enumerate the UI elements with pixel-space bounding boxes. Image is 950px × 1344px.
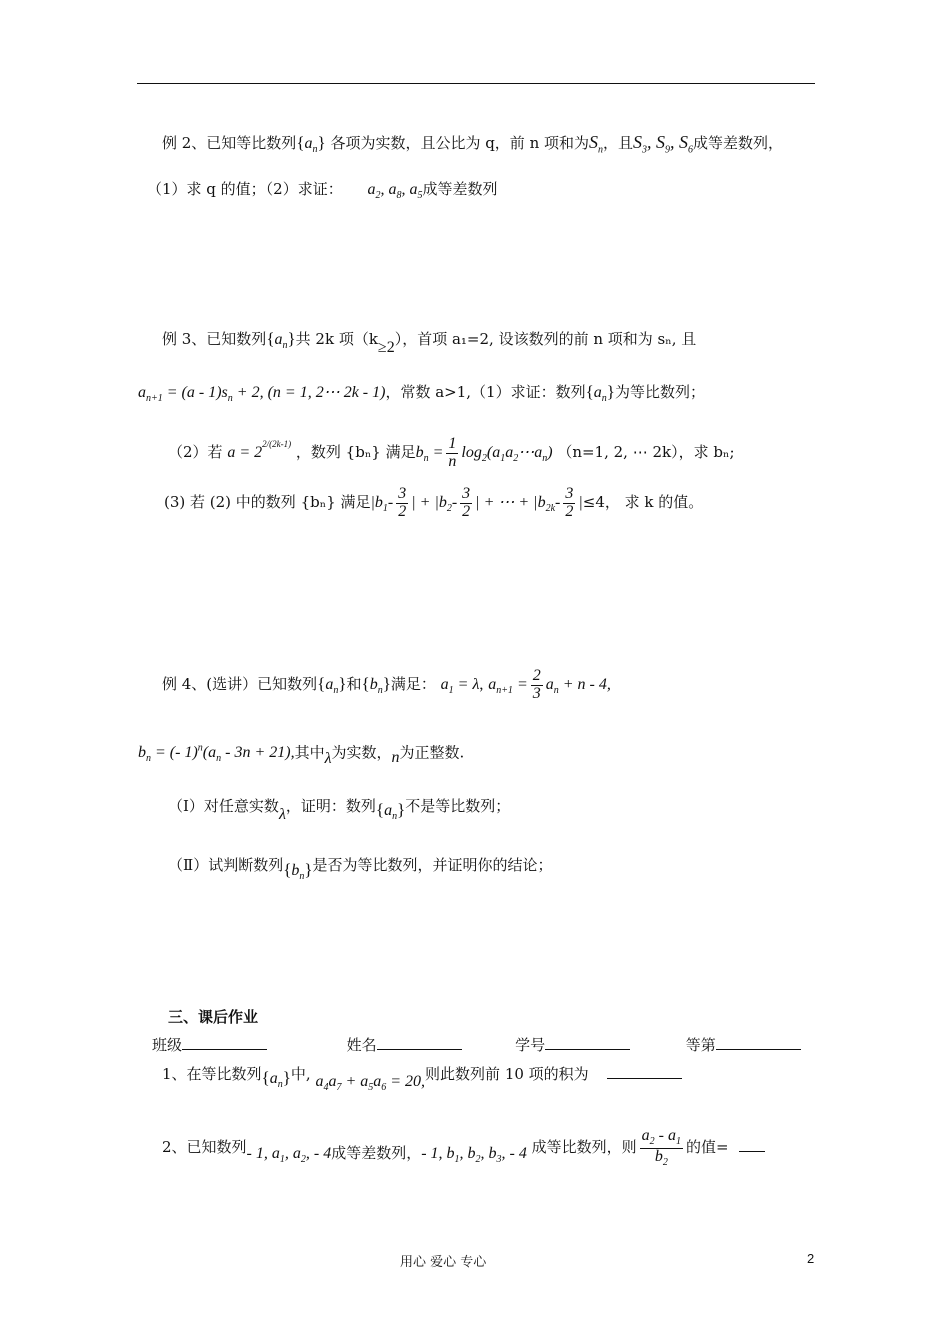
ex4-text: 为正整数. xyxy=(399,743,465,762)
header-rule xyxy=(137,83,815,84)
ex2-text: （1）求 q 的值；（2）求证： xyxy=(147,180,343,198)
math-a2a8a5: $a_2$, $a_8$, $a_5$ xyxy=(367,181,423,202)
ex4-line2 xyxy=(138,743,465,768)
hw-text: 成等比数列，则 xyxy=(531,1138,637,1157)
ex3-text: 为等比数列； xyxy=(614,383,705,401)
math-q2-frac: $\frac{a_2 - a_1}{b_2}$ xyxy=(641,1127,681,1168)
footer-motto: 用心 爱心 专心 xyxy=(400,1255,487,1270)
math-q1-eq: $a_4a_7 + a_5a_6 = 20$, xyxy=(315,1073,426,1094)
hw-q1 xyxy=(162,1064,682,1094)
ex3-text: 例 3、已知数列 xyxy=(162,330,267,348)
ex4-text: 满足： xyxy=(390,674,436,693)
math-bn-def: $b_n$ = (- $1)^n(a_n - 3n + 21)$, xyxy=(138,743,295,765)
math-seq-an: $\{a_n\}$ xyxy=(296,133,326,156)
q1-answer-field[interactable] xyxy=(607,1064,682,1079)
hw-text: 1、在等比数列 xyxy=(162,1065,262,1083)
ex4-text: 其中 xyxy=(294,743,325,762)
homework-heading: 三、课后作业 xyxy=(168,1008,259,1026)
ex4-text: ，证明：数列 xyxy=(285,797,376,815)
ex3-text: (3) 若 (2) 中的数列 {bₙ} 满足 xyxy=(164,492,371,511)
ex4-text: （Ⅱ）试判断数列 xyxy=(168,856,284,874)
ex3-line3 xyxy=(168,436,735,471)
name-field[interactable] xyxy=(377,1035,462,1050)
ex2-text: 各项为实数，且公比为 q，前 n 项和为 xyxy=(330,134,590,152)
q2-answer-field[interactable] xyxy=(739,1137,765,1152)
math-an-recurrence: $a_{n+1}$ = $\frac{2}{3}$ $a_n + n - 4$, xyxy=(488,667,611,702)
ex2-line2 xyxy=(147,182,498,201)
math-lambda: λ xyxy=(324,750,332,768)
math-seq-an: $\{a_n\}$ xyxy=(266,329,296,352)
math-geo-seq: - 1, $b_1$, $b_2$, $b_3$, - 4 xyxy=(421,1145,527,1166)
math-bn-def: $b_n$ = $\frac{1}{n}$ $\log_2(a_1a_2\cdots a_n)$ xyxy=(415,435,553,470)
math-arith-seq: - 1, $a_1$, $a_2$, - 4 xyxy=(246,1145,332,1166)
ex4-text: 和 xyxy=(346,674,362,693)
math-geq2: ≥2 xyxy=(377,339,395,356)
math-recurrence: $a_{n+1} = (a - 1)s_n + 2$, (n = 1, 2⋯ 2k - 1) xyxy=(138,384,386,405)
ex4-text: 为实数， xyxy=(331,743,392,762)
grade-field[interactable] xyxy=(716,1035,801,1050)
grade-label: 等第 xyxy=(685,1036,716,1054)
hw-text: 中, xyxy=(290,1065,311,1083)
math-seq-an: $\{a_n\}$ xyxy=(375,800,406,823)
ex2-text: ，且 xyxy=(603,134,634,152)
math-a-def: $a = 2^{2/(2k-1)}$ xyxy=(227,438,292,461)
ex3-text: ≤4， 求 k 的值。 xyxy=(582,492,704,511)
class-field[interactable] xyxy=(182,1035,267,1050)
page-number: 2 xyxy=(807,1251,815,1266)
math-abs-sum: $|b_1-$ $\frac{3}{2}$ | + $|b_2-$ $\frac{3}{2}$ | + ⋯ + $|b_{2k}-$ $\frac{3}{2}$ | xyxy=(370,485,583,520)
math-lambda: λ xyxy=(278,806,286,823)
ex3-line4 xyxy=(164,486,703,521)
math-seq-bn: $\{b_n\}$ xyxy=(283,860,313,883)
ex4-text: 是否为等比数列，并证明你的结论； xyxy=(312,856,553,874)
hw-text: 成等差数列， xyxy=(331,1144,422,1163)
ex3-text: ，数列 {bₙ} 满足 xyxy=(295,442,416,461)
hw-text: 的值= xyxy=(686,1138,729,1157)
hw-text: 则此数列前 10 项的积为 xyxy=(425,1065,589,1083)
math-seq-an: $\{a_n\}$ xyxy=(261,1068,291,1091)
ex3-text: ，常数 a>1,（1）求证：数列 xyxy=(385,383,586,401)
ex3-text: ），首项 a₁=2, 设该数列的前 n 项和为 sₙ, 且 xyxy=(394,330,697,348)
math-a1-lambda: $a_1 = \lambda$ xyxy=(440,675,480,697)
ex4-text: 例 4、(选讲）已知数列 xyxy=(162,674,318,693)
math-seq-an: $\{a_n\}$ xyxy=(317,673,347,697)
id-field[interactable] xyxy=(545,1035,630,1050)
ex4-text: 不是等比数列； xyxy=(405,797,511,815)
ex4-line1: 例 4、(选讲）已知数列$\{a_n\}$和$\{b_n\}$满足： $a_1 = \lambda$, $a_{n+1}$ = $\frac{2}{3}$ $a_n + n - 4$, xyxy=(162,667,611,702)
ex4-part1 xyxy=(168,797,511,823)
id-label: 学号 xyxy=(515,1036,546,1054)
ex3-text: （2）若 xyxy=(168,442,223,461)
ex2-text: 例 2、已知等比数列 xyxy=(162,134,297,152)
math-seq-bn: $\{b_n\}$ xyxy=(361,673,391,697)
name-label: 姓名 xyxy=(346,1036,377,1054)
info-row xyxy=(152,1035,801,1053)
ex3-text: （n=1, 2, ⋯ 2k），求 bₙ; xyxy=(557,442,735,461)
math-s3s9s6: $S_3$, $S_9$, $S_6$ xyxy=(633,132,694,156)
math-n: n xyxy=(391,749,400,767)
math-seq-an: $\{a_n\}$ xyxy=(585,382,615,405)
hw-text: 2、已知数列 xyxy=(162,1138,247,1157)
ex4-text: （Ⅰ）对任意实数 xyxy=(168,797,279,815)
ex3-text: 共 2k 项（k xyxy=(295,330,378,348)
class-label: 班级 xyxy=(152,1036,183,1054)
ex2-line1 xyxy=(162,133,783,156)
ex4-part2 xyxy=(168,856,553,883)
math-sn: $S_n$ xyxy=(589,132,604,156)
hw-q2 xyxy=(162,1128,765,1168)
ex2-text: 成等差数列， xyxy=(693,134,784,152)
ex2-text: 成等差数列 xyxy=(422,180,498,198)
ex3-line2 xyxy=(138,383,705,404)
ex3-line1 xyxy=(162,329,697,356)
